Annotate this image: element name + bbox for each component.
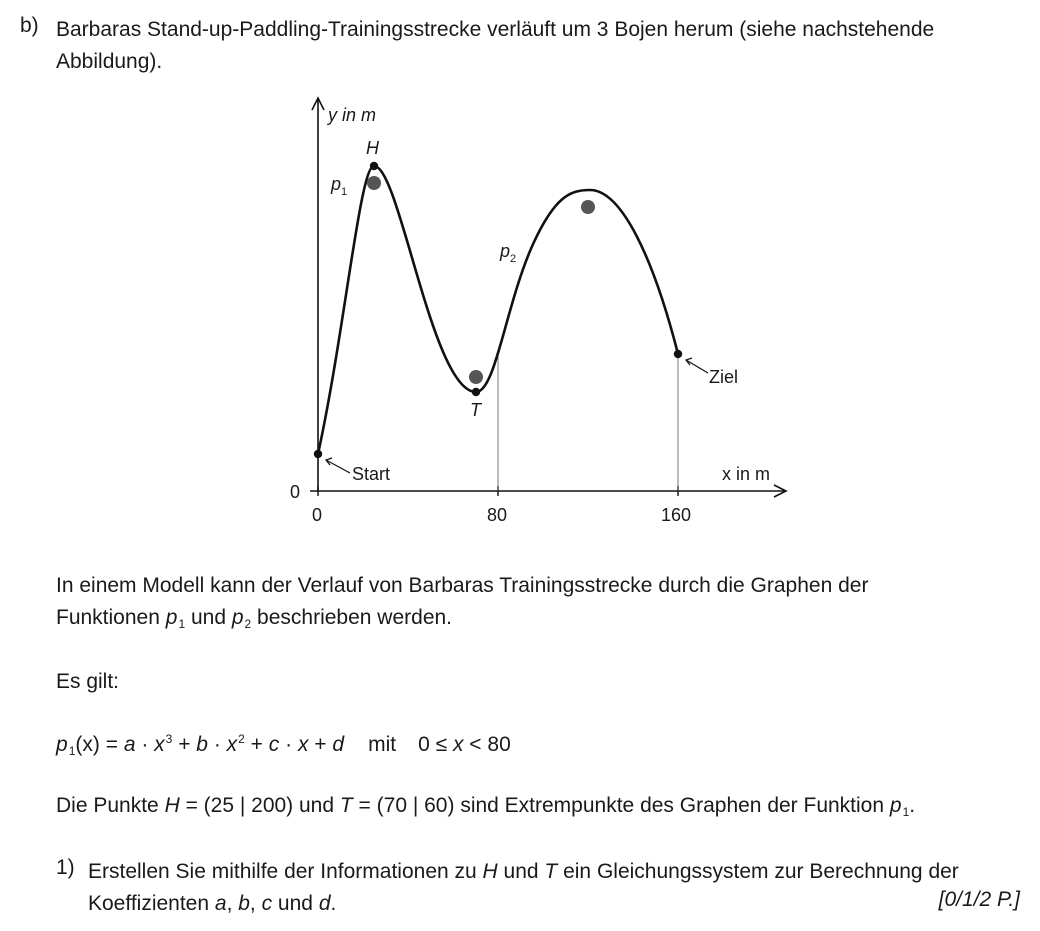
x-tick-label-0: 0 — [312, 505, 323, 525]
item-1-points: [0/1/2 P.] — [938, 888, 1020, 911]
label-H: H — [366, 138, 379, 158]
x-axis-label: x in m — [722, 464, 771, 484]
item-1-text: Erstellen Sie mithilfe der Informationen zu H und T ein Gleichungssystem zur Berechnung der Koeffizienten a, b, c und d. — [88, 860, 959, 915]
start-label: Start — [352, 464, 391, 484]
task-label: b) — [20, 14, 39, 37]
model-line-2: Funktionen $p_1$ und $p_2$ beschrieben werden. — [56, 606, 453, 631]
buoy-3 — [581, 200, 595, 214]
x-tick-label-80: 80 — [487, 505, 508, 525]
label-p1: $p_1$ — [331, 174, 348, 198]
model-line-1: In einem Modell kann der Verlauf von Barbaras Trainingsstrecke durch die Graphen der — [56, 574, 869, 597]
training-route-graph — [270, 92, 800, 532]
goal-point — [674, 350, 682, 358]
buoy-1 — [367, 176, 381, 190]
start-pointer — [326, 460, 350, 473]
extrema-sentence: Die Punkte H = (25 | 200) und T = (70 | 60) sind Extrempunkte des Graphen der Funktion $p_1$. — [56, 794, 916, 819]
point-T — [472, 388, 480, 396]
goal-pointer — [686, 360, 708, 373]
x-tick-label-160: 160 — [661, 505, 692, 525]
task-intro: Barbaras Stand-up-Paddling-Trainingsstrecke verläuft um 3 Bojen herum (siehe nachstehende Abbildung). — [56, 18, 935, 73]
formula-p1: $p_1(x) = a \cdot x^3 + b \cdot x^2 + c \cdot x + d$ mit 0 ≤ x < 80 — [56, 732, 511, 758]
origin-label: 0 — [290, 482, 301, 502]
buoy-2 — [469, 370, 483, 384]
label-T: T — [470, 400, 481, 420]
y-axis-label: y in m — [328, 105, 377, 125]
goal-label: Ziel — [709, 367, 739, 387]
item-1-number: 1) — [56, 856, 75, 879]
point-H — [370, 162, 378, 170]
es-gilt: Es gilt: — [56, 670, 120, 693]
label-p2: $p_2$ — [500, 241, 517, 265]
start-point — [314, 450, 322, 458]
